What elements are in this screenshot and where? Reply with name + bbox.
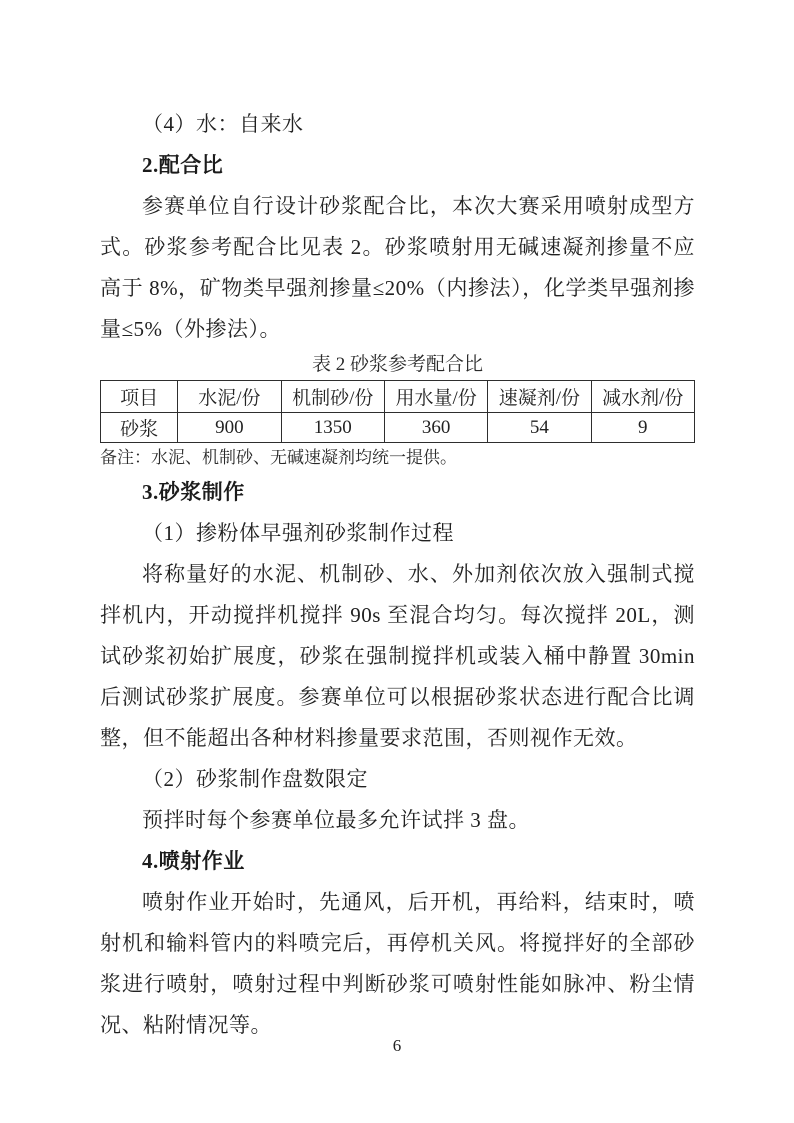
section-heading-spraying: 4.喷射作业 [142, 849, 245, 873]
table-header-row [101, 381, 695, 413]
paragraph-batch-limit: 预拌时每个参赛单位最多允许试拌 3 盘。 [142, 808, 530, 832]
table-header-water: 用水量/份 [384, 381, 487, 413]
table-header-sand: 机制砂/份 [281, 381, 384, 413]
table-cell-sand: 1350 [281, 413, 384, 443]
subitem-making-process: （1）掺粉体早强剂砂浆制作过程 [142, 521, 454, 545]
table-note: 备注：水泥、机制砂、无碱速凝剂均统一提供。 [100, 448, 457, 467]
table-header-accelerator: 速凝剂/份 [488, 381, 591, 413]
table-cell-cement: 900 [178, 413, 281, 443]
table-header-item: 项目 [101, 381, 178, 413]
table-cell-water: 360 [384, 413, 487, 443]
table-header-reducer: 减水剂/份 [591, 381, 694, 413]
table-cell-reducer: 9 [591, 413, 694, 443]
table-row [101, 413, 695, 443]
table-cell-item: 砂浆 [101, 413, 178, 443]
section-heading-mix-ratio: 2.配合比 [142, 153, 224, 177]
paragraph-mix-design: 参赛单位自行设计砂浆配合比，本次大赛采用喷射成型方式。砂浆参考配合比见表 2。砂浆喷射用无碱速凝剂掺量不应高于 8%，矿物类早强剂掺量≤20%（内掺法），化学类早强剂掺量≤5%（外掺法）。 [100, 194, 695, 341]
mix-ratio-table [100, 380, 695, 443]
table-caption: 表 2 砂浆参考配合比 [311, 354, 483, 375]
paragraph-spraying: 喷射作业开始时，先通风，后开机，再给料，结束时，喷射机和输料管内的料喷完后，再停机关风。将搅拌好的全部砂浆进行喷射，喷射过程中判断砂浆可喷射性能如脉冲、粉尘情况、粘附情况等。 [100, 890, 695, 1037]
subitem-batch-limit: （2）砂浆制作盘数限定 [142, 767, 368, 791]
page-number: 6 [392, 1036, 402, 1055]
table-cell-accelerator: 54 [488, 413, 591, 443]
table-header-cement: 水泥/份 [178, 381, 281, 413]
section-heading-mortar-making: 3.砂浆制作 [142, 480, 245, 504]
list-item-water: （4）水：自来水 [142, 112, 304, 136]
paragraph-mortar-making: 将称量好的水泥、机制砂、水、外加剂依次放入强制式搅拌机内，开动搅拌机搅拌 90s 至混合均匀。每次搅拌 20L，测试砂浆初始扩展度，砂浆在强制搅拌机或装入桶中静置 30min 后测试砂浆扩展度。参赛单位可以根据砂浆状态进行配合比调整，但不能超出各种材料掺量要求范围，否则视作无效。 [100, 562, 695, 750]
